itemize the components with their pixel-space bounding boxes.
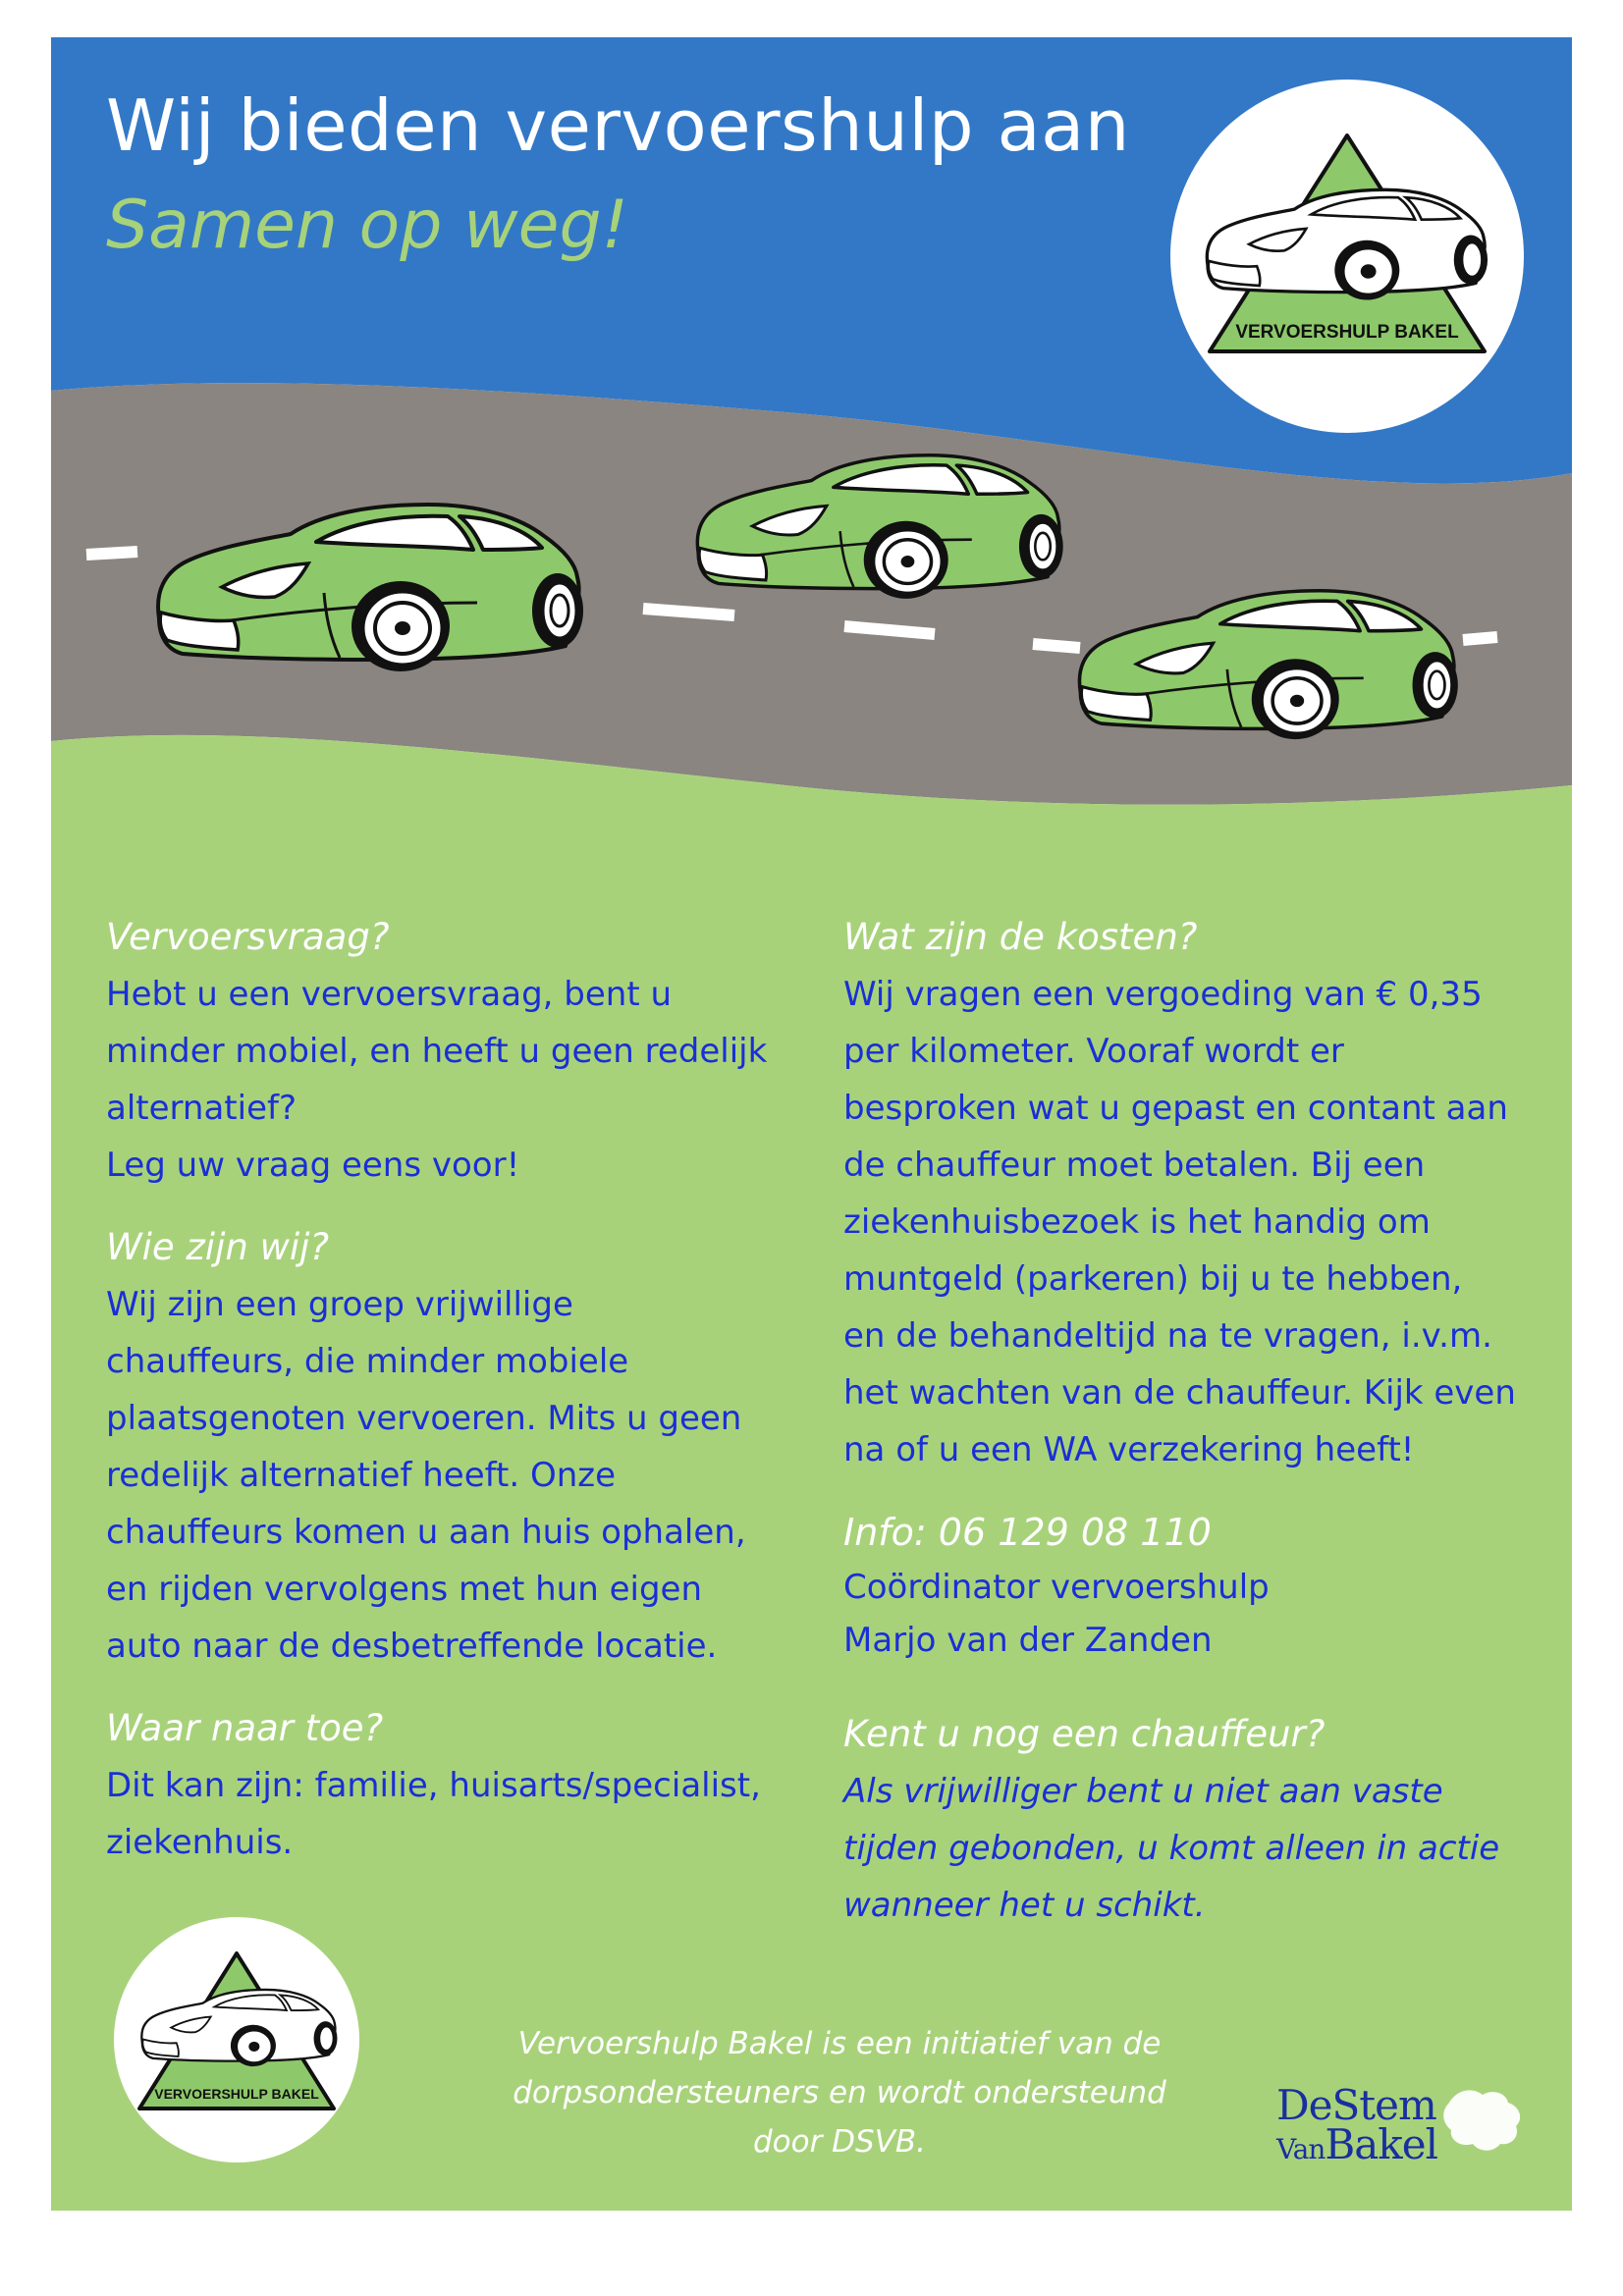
brand-bakel: Bakel [1325,2120,1438,2168]
coordinator-title: Coördinator vervoershulp [843,1568,1270,1607]
section-vervoersvraag [106,909,793,1194]
body-line: auto naar de desbetreffende locatie. [106,1627,718,1666]
section-body [843,1561,1550,1667]
body-line: ziekenhuisbezoek is het handig om [843,1202,1431,1242]
body-line: muntgeld (parkeren) bij u te hebben, [843,1259,1463,1299]
body-line: redelijk alternatief heeft. Onze [106,1456,617,1495]
body-line: het wachten van de chauffeur. Kijk even [843,1373,1516,1413]
body-line: Leg uw vraag eens voor! [106,1146,520,1185]
body-line: plaatsgenoten vervoeren. Mits u geen [106,1399,742,1438]
body-line: na of u een WA verzekering heeft! [843,1430,1415,1469]
headline: Wij bieden vervoershulp aan [106,84,1130,167]
body-line: en rijden vervolgens met hun eigen [106,1570,703,1609]
section-recruit [843,1706,1550,1934]
body-line: wanneer het u schikt. [843,1886,1206,1925]
section-question: Kent u nog een chauffeur? [843,1713,1325,1755]
destem-vanbakel-logo [1276,2081,1453,2168]
logo-bottom [114,1917,359,2163]
section-waar-naar-toe [106,1700,793,1871]
section-question: Wat zijn de kosten? [843,916,1198,958]
body-line: besproken wat u gepast en contant aan [843,1089,1508,1128]
section-body [106,966,793,1194]
section-question: Wie zijn wij? [106,1226,330,1268]
body-line: Wij vragen een vergoeding van € 0,35 [843,975,1483,1014]
section-question: Vervoersvraag? [106,916,390,958]
body-line: minder mobiel, en heeft u geen redelijk [106,1032,768,1071]
brand-van: Van [1276,2133,1325,2165]
coordinator-name: Marjo van der Zanden [843,1621,1213,1660]
section-body [106,1276,793,1675]
right-column [843,909,1550,1959]
footer-line: door DSVB. [752,2124,927,2160]
info-phone-number: Info: 06 129 08 110 [843,1511,1212,1554]
brand-stem: Stem [1331,2081,1436,2129]
brand-de: De [1276,2081,1332,2129]
footer-line: dorpsondersteuners en wordt ondersteund [513,2075,1166,2110]
body-line: en de behandeltijd na te vragen, i.v.m. [843,1316,1492,1356]
section-info [843,1504,1550,1667]
section-body [843,1763,1550,1934]
body-line: tijden gebonden, u komt alleen in actie [843,1829,1500,1868]
body-line: alternatief? [106,1089,298,1128]
section-body [106,1757,793,1871]
section-body [843,966,1550,1478]
body-line: Hebt u een vervoersvraag, bent u [106,975,673,1014]
slogan: Samen op weg! [106,187,628,264]
logo-bottom-label: VERVOERSHULP BAKEL [154,2086,319,2102]
footer-line: Vervoershulp Bakel is een initiatief van de [517,2026,1162,2061]
body-line: Wij zijn een groep vrijwillige [106,1285,573,1324]
section-wie-zijn-wij [106,1219,793,1675]
body-line: de chauffeur moet betalen. Bij een [843,1146,1426,1185]
logo-top [1170,80,1524,433]
body-line: ziekenhuis. [106,1823,294,1862]
body-line: Dit kan zijn: familie, huisarts/specialist, [106,1766,761,1805]
body-line: chauffeurs, die minder mobiele [106,1342,629,1381]
footer-note [432,2019,1247,2166]
body-line: Als vrijwilliger bent u niet aan vaste [843,1772,1443,1811]
body-line: per kilometer. Vooraf wordt er [843,1032,1344,1071]
brand-bottom-line [1276,2120,1453,2168]
left-column [106,909,793,1896]
section-question: Waar naar toe? [106,1707,384,1749]
body-line: chauffeurs komen u aan huis ophalen, [106,1513,746,1552]
section-kosten [843,909,1550,1478]
logo-top-label: VERVOERSHULP BAKEL [1235,322,1459,343]
